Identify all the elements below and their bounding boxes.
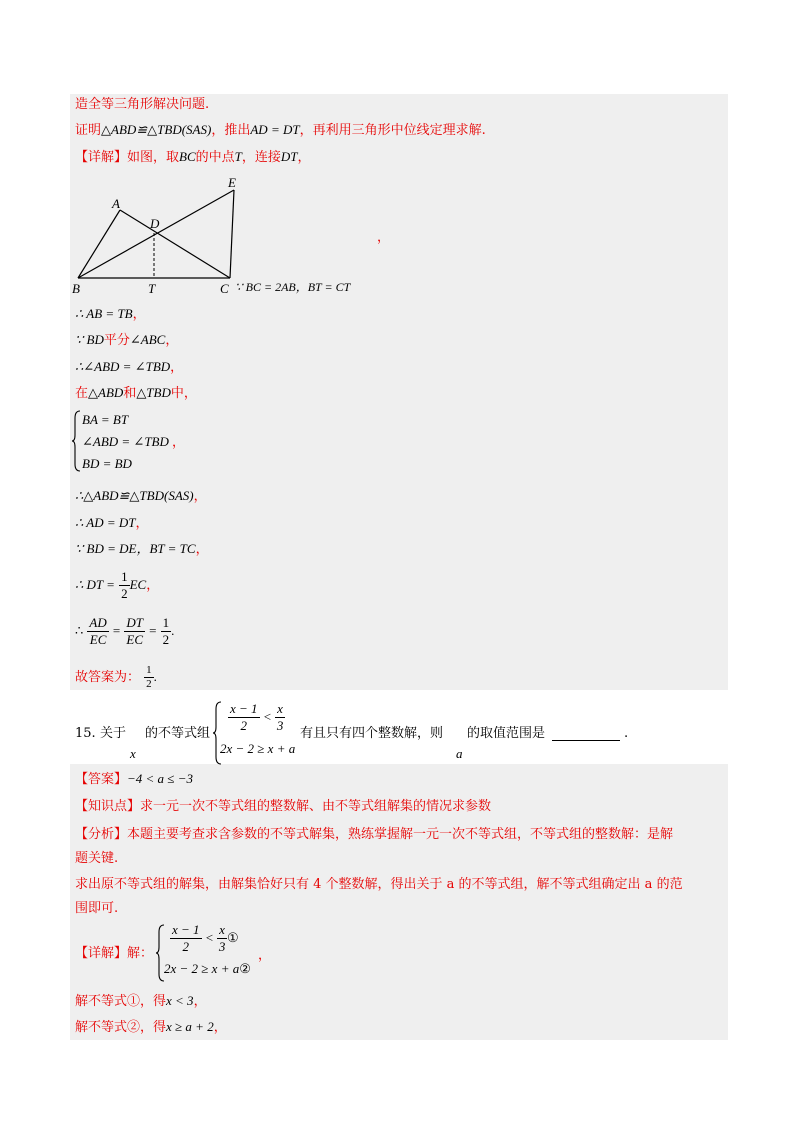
text: ， bbox=[170, 360, 184, 375]
label-A: A bbox=[112, 196, 120, 211]
segment-EC bbox=[230, 190, 234, 278]
analysis-line bbox=[75, 826, 673, 844]
proof-line bbox=[75, 305, 146, 324]
text: 解不等式②，得 bbox=[75, 1020, 167, 1035]
proof-line bbox=[75, 384, 197, 403]
detail-line bbox=[75, 945, 153, 963]
numerator: x − 1 bbox=[172, 922, 200, 937]
knowledge-label: 【知识点】 bbox=[75, 799, 141, 814]
system-row bbox=[170, 922, 239, 955]
variable-x: x bbox=[130, 746, 136, 761]
analysis-line: 题关键. bbox=[75, 851, 119, 866]
fraction bbox=[170, 922, 202, 955]
comma: ， bbox=[258, 948, 272, 963]
period: . bbox=[153, 669, 157, 684]
detail-label: 【详解】 bbox=[75, 946, 128, 961]
math-expr: △ABD bbox=[88, 385, 124, 400]
numerator: x bbox=[277, 701, 283, 716]
math-expr: x < 3 bbox=[166, 993, 194, 1008]
math-expr: DT bbox=[280, 149, 298, 164]
geometry-figure bbox=[68, 170, 248, 300]
equals: = bbox=[149, 623, 157, 638]
math-expr: 2x − 2 ≥ x + a bbox=[164, 961, 240, 976]
label-E: E bbox=[228, 175, 236, 190]
fraction bbox=[275, 701, 285, 734]
answer-label: 【答案】 bbox=[75, 772, 128, 787]
question-text: 的不等式组 bbox=[145, 726, 211, 741]
knowledge-line bbox=[75, 798, 491, 816]
detail-line bbox=[75, 148, 311, 167]
circled-one: ① bbox=[226, 930, 239, 945]
less-than: < bbox=[263, 709, 272, 724]
denominator: EC bbox=[89, 632, 107, 647]
fraction bbox=[87, 615, 108, 648]
proof-line bbox=[75, 614, 174, 649]
segment-AC bbox=[120, 210, 230, 278]
question-text: 有且只有四个整数解，则 bbox=[300, 726, 444, 741]
fraction bbox=[144, 664, 154, 691]
analysis-label: 【分析】 bbox=[75, 827, 128, 842]
answer-label: 故答案为： bbox=[75, 670, 141, 685]
text: ， bbox=[193, 489, 207, 504]
math-expr: ∵ BC = 2AB，BT = CT bbox=[235, 280, 351, 294]
text: ，连接 bbox=[241, 150, 281, 165]
text: ， bbox=[195, 542, 209, 557]
system-row bbox=[228, 700, 285, 735]
math-expr: ∴ AB = TB bbox=[75, 306, 133, 321]
question-number: 15. bbox=[75, 726, 96, 741]
text: ，推出 bbox=[211, 123, 251, 138]
system-row: 2x − 2 ≥ x + a bbox=[220, 741, 296, 756]
text: ， bbox=[135, 516, 149, 531]
text: ， bbox=[146, 578, 160, 593]
text: 和 bbox=[123, 386, 137, 401]
text: 中， bbox=[170, 386, 197, 401]
system-row bbox=[164, 960, 251, 979]
text: 平分 bbox=[103, 333, 130, 348]
system-brace bbox=[72, 410, 82, 472]
figure-comma: ， bbox=[377, 230, 391, 245]
question-text: 的取值范围是 bbox=[467, 726, 546, 741]
numerator: 1 bbox=[146, 664, 152, 676]
denominator: 2 bbox=[182, 939, 190, 954]
proof-line bbox=[75, 540, 209, 559]
analysis-line: 围即可. bbox=[75, 901, 119, 916]
fraction bbox=[217, 922, 227, 955]
numerator: 1 bbox=[121, 569, 128, 584]
system-row: BD = BD bbox=[82, 456, 132, 471]
text: 证明 bbox=[75, 123, 102, 138]
denominator: 2 bbox=[240, 718, 248, 733]
math-expr: ∴ AD = DT bbox=[75, 515, 136, 530]
analysis-text: 本题主要考查求含参数的不等式解集，熟练掌握解一元一次不等式组，不等式组的整数解：是解 bbox=[127, 827, 674, 842]
fraction bbox=[119, 569, 130, 602]
numerator: x − 1 bbox=[230, 701, 258, 716]
analysis-line: 求出原不等式组的解集，由解集恰好只有 4 个整数解，得出关于 a 的不等式组，解不等式组确定出 a 的范 bbox=[75, 877, 683, 892]
text: ，再利用三角形中位线定理求解. bbox=[299, 123, 486, 138]
text: 解不等式①，得 bbox=[75, 994, 167, 1009]
answer-line bbox=[75, 770, 193, 789]
segment-BA bbox=[78, 210, 120, 278]
answer-value: −4 < a ≤ −3 bbox=[127, 771, 193, 786]
math-expr: BC bbox=[179, 149, 196, 164]
denominator: 3 bbox=[276, 718, 284, 733]
system-row: BA = BT bbox=[82, 412, 129, 427]
period: . bbox=[171, 623, 175, 638]
math-expr: T bbox=[234, 149, 242, 164]
question-text: 关于 bbox=[100, 726, 127, 741]
answer-blank[interactable] bbox=[552, 740, 620, 741]
math-expr: ∴△ABD≌△TBD(SAS) bbox=[75, 488, 194, 503]
math-expr: EC bbox=[129, 577, 147, 592]
denominator: 2 bbox=[162, 632, 170, 647]
knowledge-text: 求一元一次不等式组的整数解、由不等式组解集的情况求参数 bbox=[140, 799, 492, 814]
text: 如图，取 bbox=[127, 150, 180, 165]
label-C: C bbox=[220, 281, 229, 296]
equals: = bbox=[112, 623, 121, 638]
step-line bbox=[75, 1018, 227, 1037]
text: ， bbox=[297, 150, 311, 165]
denominator: 2 bbox=[121, 586, 128, 601]
fraction bbox=[124, 615, 145, 648]
answer-line bbox=[75, 660, 157, 695]
numerator: x bbox=[219, 922, 225, 937]
math-expr: ∴ DT = bbox=[75, 577, 115, 592]
text: 解： bbox=[127, 946, 154, 961]
variable-a: a bbox=[456, 746, 463, 761]
math-expr: △TBD bbox=[136, 385, 171, 400]
math-expr: ∵ BD = DE，BT = TC bbox=[75, 541, 196, 556]
math-expr: ∠ABC bbox=[129, 332, 166, 347]
comma: ， bbox=[172, 435, 186, 450]
text: ， bbox=[132, 307, 146, 322]
proof-line bbox=[75, 358, 183, 377]
label-T: T bbox=[148, 281, 156, 296]
proof-line bbox=[75, 487, 207, 506]
proof-line bbox=[75, 121, 486, 140]
therefore: ∴ bbox=[75, 623, 84, 638]
text: ， bbox=[213, 1020, 227, 1035]
math-expr: ∴∠ABD = ∠TBD bbox=[75, 359, 171, 374]
denominator: 2 bbox=[146, 678, 152, 690]
text: 的中点 bbox=[195, 150, 235, 165]
numerator: DT bbox=[126, 615, 144, 630]
text: 在 bbox=[75, 386, 89, 401]
label-B: B bbox=[72, 281, 80, 296]
less-than: < bbox=[205, 930, 214, 945]
math-expr: ∵ BD bbox=[75, 332, 104, 347]
denominator: EC bbox=[126, 632, 144, 647]
proof-line bbox=[75, 568, 159, 603]
math-expr: △ABD≌△TBD(SAS) bbox=[101, 122, 212, 137]
proof-line bbox=[75, 514, 149, 533]
question-end: . bbox=[624, 726, 629, 741]
segment-BE bbox=[78, 190, 234, 278]
math-expr: AD = DT bbox=[250, 122, 300, 137]
text-line: 造全等三角形解决问题. bbox=[75, 97, 210, 112]
label-D: D bbox=[150, 216, 160, 231]
system-row: ∠ABD = ∠TBD bbox=[82, 434, 169, 449]
step-line bbox=[75, 992, 207, 1011]
denominator: 3 bbox=[218, 939, 226, 954]
fraction bbox=[228, 701, 260, 734]
text: ， bbox=[193, 994, 207, 1009]
proof-line bbox=[75, 331, 178, 350]
numerator: 1 bbox=[162, 615, 170, 630]
math-expr: x ≥ a + 2 bbox=[166, 1019, 214, 1034]
numerator: AD bbox=[89, 615, 107, 630]
text: ， bbox=[165, 333, 179, 348]
fraction bbox=[161, 615, 175, 648]
detail-label: 【详解】 bbox=[75, 150, 128, 165]
circled-two: ② bbox=[239, 961, 251, 976]
